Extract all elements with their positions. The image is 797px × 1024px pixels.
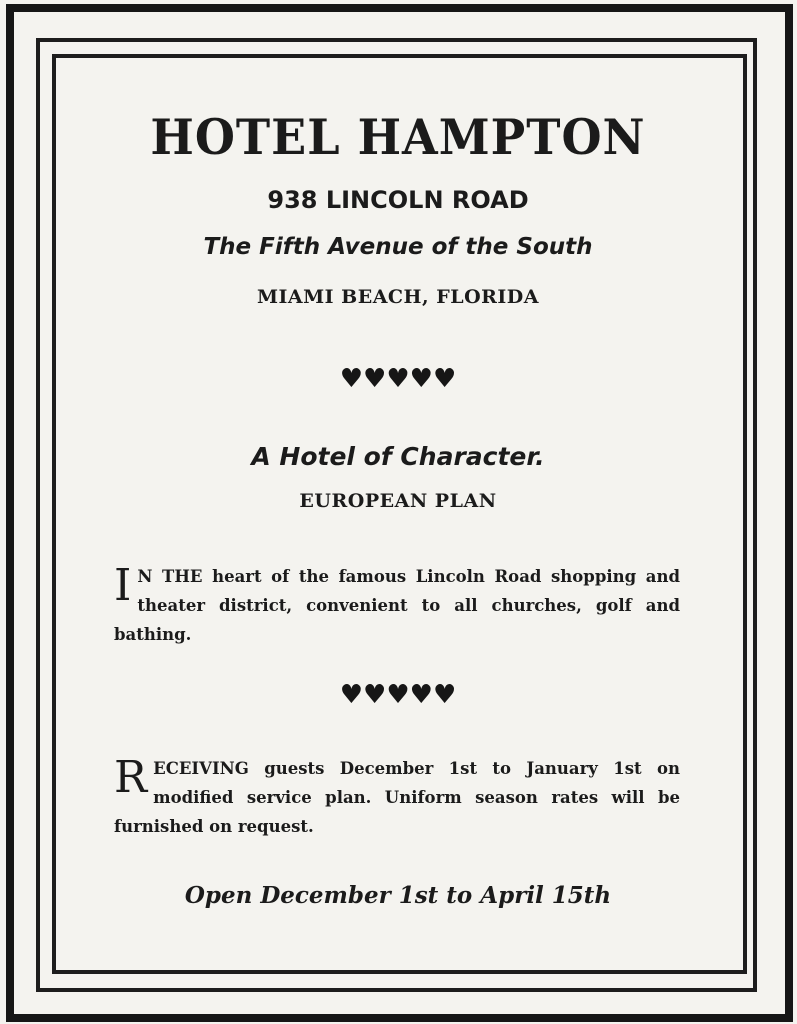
heart-icon: ♥	[339, 680, 364, 710]
open-dates: Open December 1st to April 15th	[184, 882, 612, 909]
heart-icon: ♥	[432, 680, 457, 710]
hotel-plan: EUROPEAN PLAN	[299, 490, 497, 512]
hotel-city: MIAMI BEACH, FLORIDA	[256, 286, 540, 308]
hotel-title: HOTEL HAMPTON	[150, 108, 646, 166]
heart-icon: ♥	[363, 364, 387, 394]
heart-icon: ♥	[386, 364, 410, 394]
guests-paragraph	[114, 754, 680, 841]
hotel-character-line: A Hotel of Character.	[251, 442, 545, 471]
heart-icon: ♥	[409, 364, 433, 394]
heart-icon: ♥	[386, 680, 410, 710]
advertisement	[60, 60, 736, 960]
heart-icon: ♥	[363, 680, 387, 710]
paragraph-text: ECEIVING guests December 1st to January 1st on modified service plan. Uniform season rates will be furnished on request.	[114, 759, 680, 836]
location-paragraph	[114, 562, 680, 649]
hotel-address: 938 LINCOLN ROAD	[267, 186, 529, 214]
heart-ornament-top	[60, 366, 736, 392]
heart-icon: ♥	[339, 364, 364, 394]
drop-cap: I	[114, 560, 132, 611]
heart-icon: ♥	[432, 364, 457, 394]
heart-ornament-bottom	[60, 682, 736, 708]
hotel-tagline: The Fifth Avenue of the South	[203, 234, 593, 260]
heart-icon: ♥	[409, 680, 433, 710]
drop-cap: R	[114, 752, 148, 803]
paragraph-text: N THE heart of the famous Lincoln Road shopping and theater district, convenient to all churches, golf and bathing.	[114, 567, 680, 644]
